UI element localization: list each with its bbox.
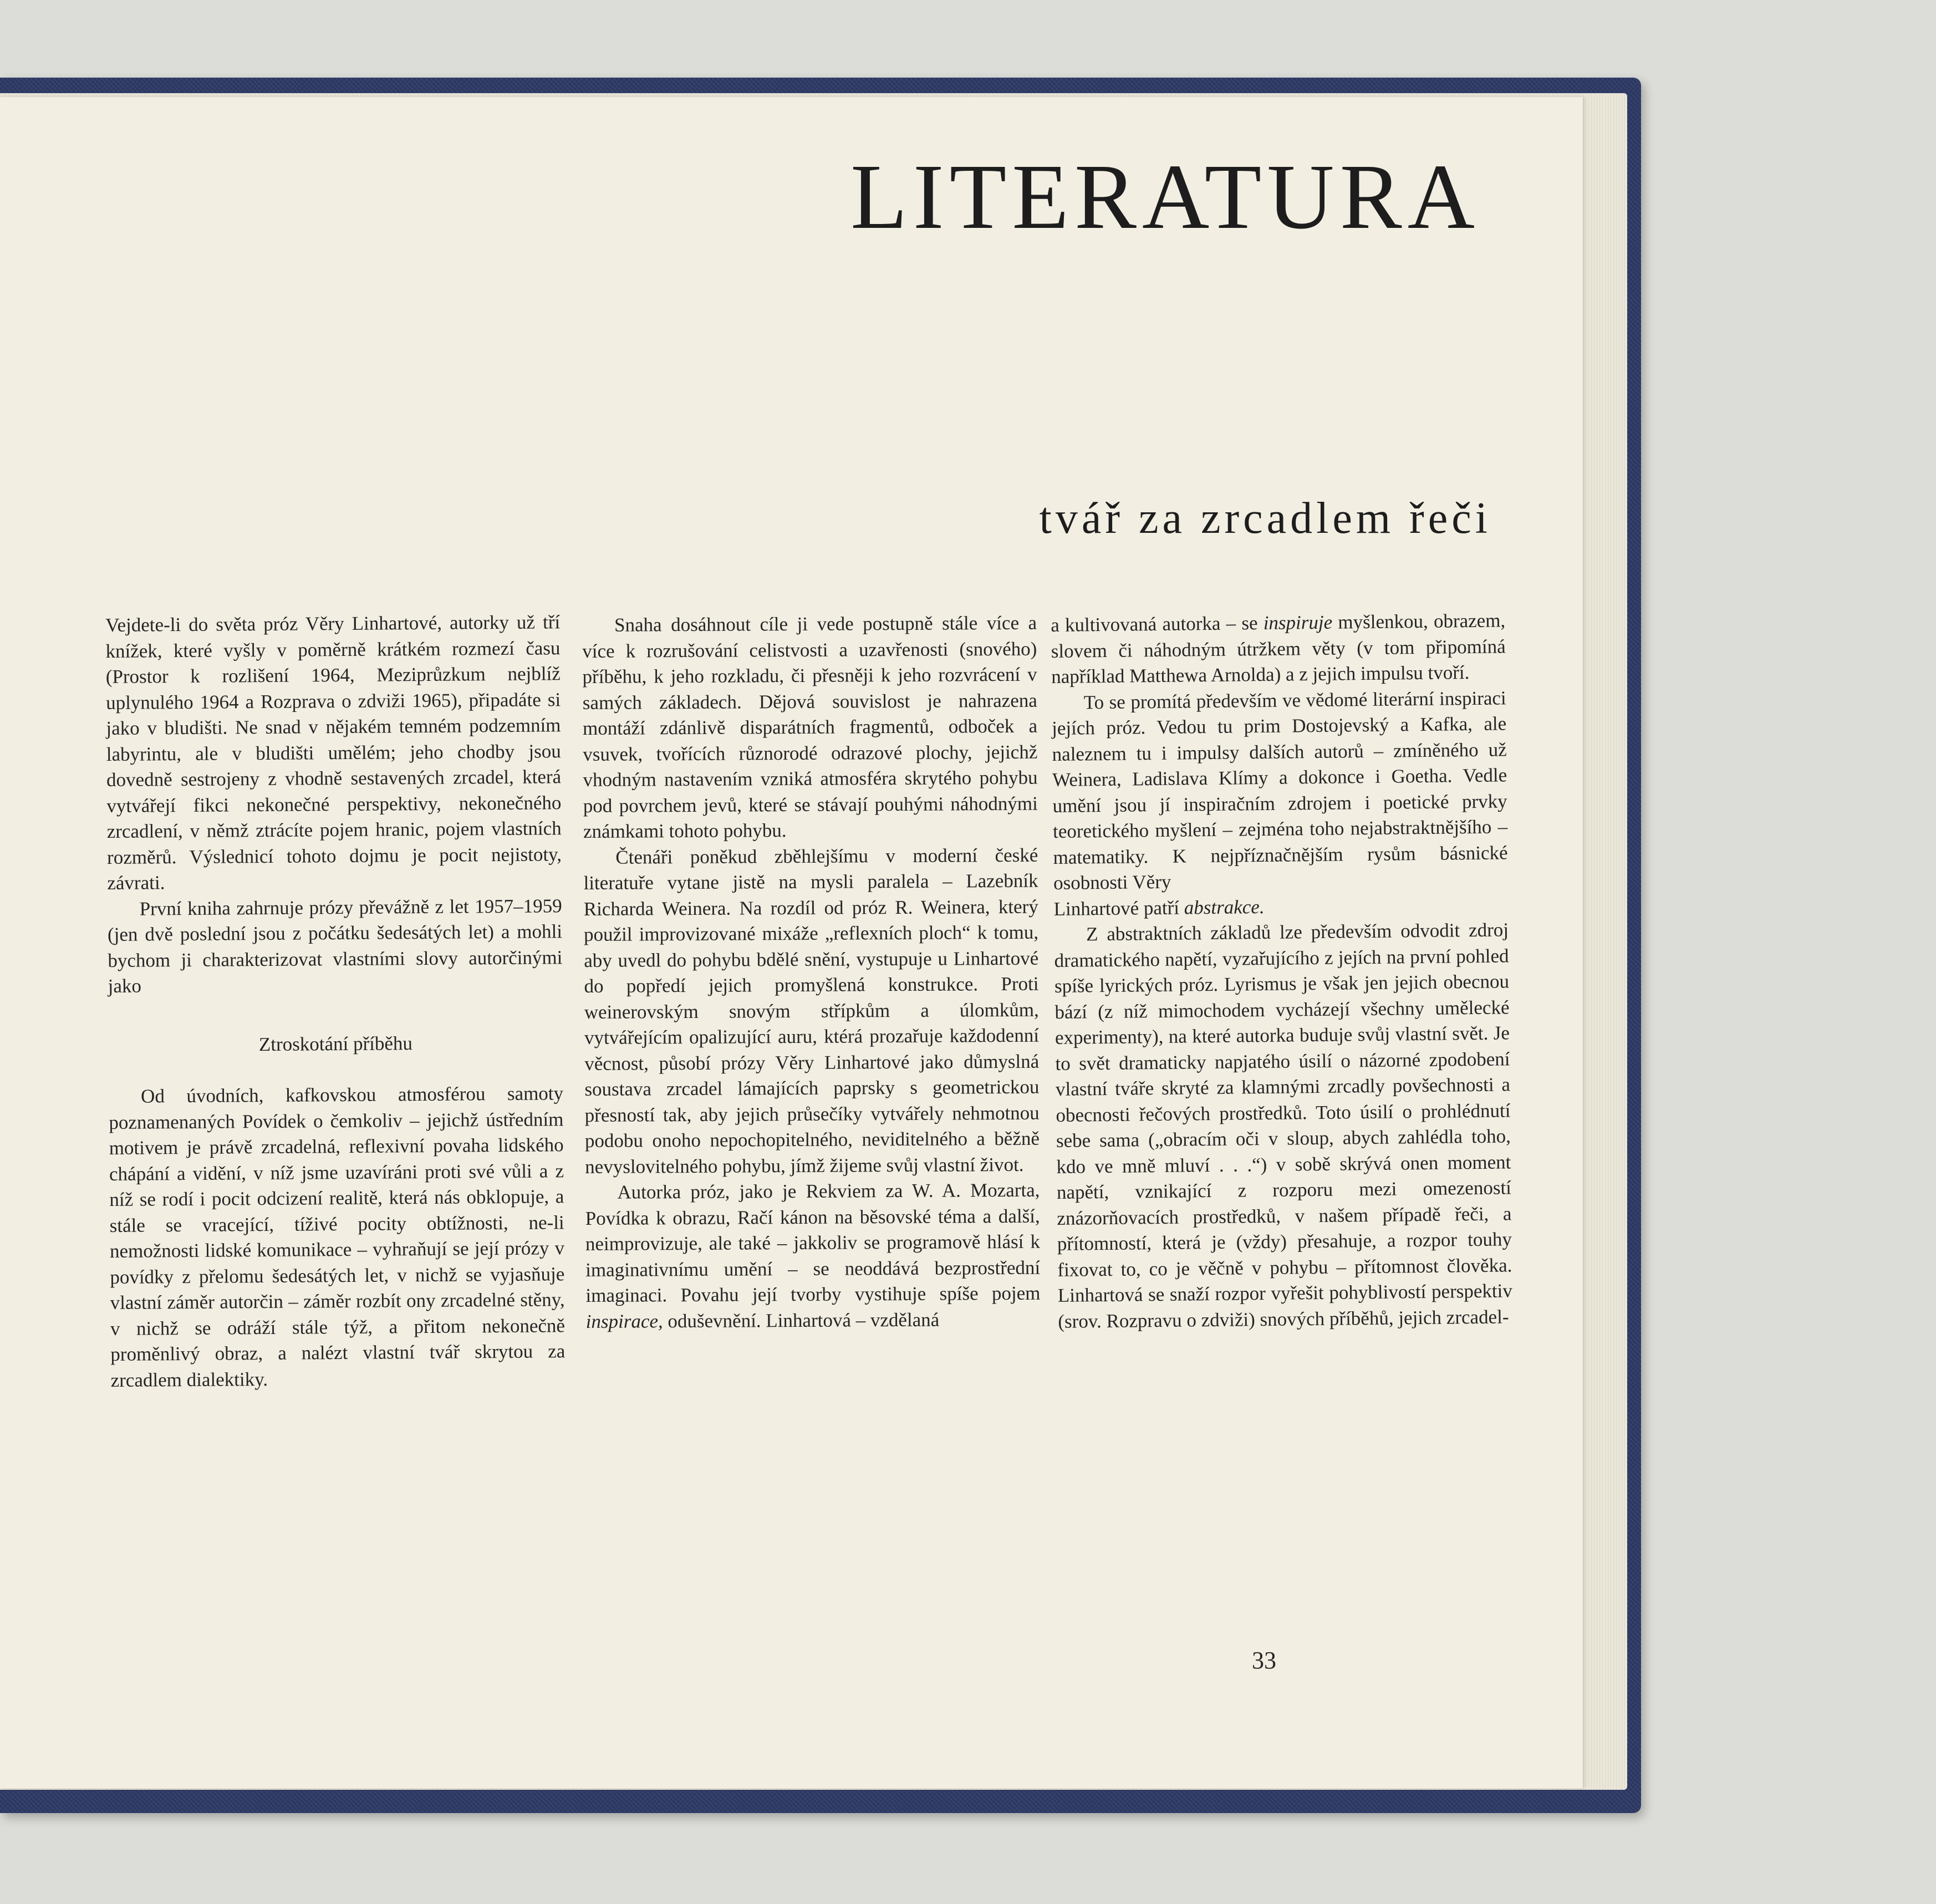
paragraph: Od úvodních, kafkovskou atmosférou samoty poznamenaných Povídek o čemkoliv – jejichž ústředním motivem je právě zrcadelná, reflexivní povaha lidského chápání a vidění, v níž jsme uzavíráni proti své vůli a z níž se rodí i pocit odcizení realitě, která nás obklopuje, a stále se vracející, tíživé pocity obtížnosti, ne-li nemožnosti lidské komunikace – vyhraňují se její prózy v povídky z přelomu šedesátých let, v nichž se vyjasňuje vlastní záměr autorčin – záměr rozbít ony zrcadelné stěny, v nichž se odráží stále týž, a přitom nekonečně proměnlivý obraz, a nalézt vlastní tvář skrytou za zrcadlem dialektiky. [109,1082,565,1391]
section-heading: Ztroskotání příběhu [258,1032,413,1055]
text-column-1 [105,609,565,1393]
paragraph: Snaha dosáhnout cíle ji vede postupně stále více a více k rozrušování celistvosti a uzavřenosti (snového) příběhu, k jeho rozkladu, či přesněji k jeho rozvrácení v samých základech. Dějová souvislost je nahrazena montáží zdánlivě disparátních fragmentů, odboček a vsuvek, tvořících různorodé odrazové plochy, jejichž vhodným nastavením vzniká atmosféra skrytého pohybu pod povrchem jevů, které se stávají pouhými náhodnými známkami tohoto pohybu. [582,612,1038,842]
emphasis: inspirace, [585,1310,663,1332]
emphasis: abstrakce. [1184,895,1265,919]
article-subtitle: tvář za zrcadlem řeči [1039,494,1491,543]
paragraph-text: a kultivovaná autorka – se [1051,612,1264,636]
paragraph-text: oduševnění. Linhartová – vzdělaná [663,1309,940,1332]
page-number: 33 [1252,1647,1276,1674]
text-column-3 [1051,608,1513,1335]
paragraph: Z abstraktních základů lze především odvodit zdroj dramatického napětí, vyzařujícího z jejích na první pohled spíše lyrických próz. Lyrismus je však jen jejich obecnou bází (z níž mimochodem vycházejí všechny umělecké experimenty), na které autorka buduje svůj vlastní svět. Je to svět dramaticky napjatého úsilí o názorné zpodobení vlastní tváře skryté za klamnými zrcadly povšechnosti a obecnosti řečových prostředků. Toto úsilí o prohlédnutí sebe sama („obracím oči v sloup, abych zahlédla toho, kdo ve mně mluví . . .“) v sobě skrývá onen moment napětí, vznikající z rozporu mezi omezeností znázorňovacích prostředků, v našem případě řeči, a přítomností, která je (vždy) přesahuje, a rozpor touhy fixovat to, co je věčně v pohybu – přítomnost člověka. Linhartová se snaží rozpor vyřešit pohyblivostí perspektiv (srov. Rozpravu o zdviži) snových příběhů, jejich zrcadel- [1054,919,1513,1332]
page-title: LITERATURA [850,145,1480,248]
paragraph-text: Linhartové patří [1053,897,1184,920]
emphasis: inspiruje [1263,611,1333,634]
paragraph: To se promítá především ve vědomé literární inspiraci jejích próz. Vedou tu prim Dostojevský a Kafka, ale naleznem tu i impulsy dalších autorů – zmíněného už Weinera, Ladislava Klímy a dokonce i Goetha. Vedle umění jsou jí inspiračním zdrojem i poetické prvky teoretického myšlení – zejména toho nejabstraktnějšího – matematiky. K nejpříznačnějším rysům básnické osobnosti Věry [1051,686,1508,894]
paragraph [585,1178,1040,1335]
paragraph [1051,608,1506,690]
paragraph-text: Autorka próz, jako je Rekviem za W. A. Mozarta, Povídka k obrazu, Račí kánon na běsovské téma a další, neimprovizuje, ale také – jakkoliv se programově hlásí k imaginativnímu umění – se neoddává bezprostřední imaginaci. Povahu její tvorby vystihuje spíše pojem [585,1179,1041,1306]
paragraph: První kniha zahrnuje prózy převážně z let 1957–1959 (jen dvě poslední jsou z počátku šedesátých let) a mohli bychom ji charakterizovat vlastními slovy autorčinými jako [107,894,563,997]
paragraph: Vejdete-li do světa próz Věry Linhartové, autorky už tří knížek, které vyšly v poměrně krátkém rozmezí času (Prostor k rozlišení 1964, Meziprůzkum nejblíž uplynulého 1964 a Rozprava o zdviži 1965), připadáte si jako v bludišti. Ne snad v nějakém temném podzemním labyrintu, ale v bludišti umělém; jeho chodby jsou dovedně sestrojeny z vhodně sestavených zrcadel, která vytvářejí fikci nekonečné perspektivy, nekonečného zrcadlení, v němž ztrácíte pojem hranic, pojem vlastních rozměrů. Výslednicí tohoto dojmu je pocit nejistoty, závrati. [105,611,562,894]
paragraph: Čtenáři poněkud zběhlejšímu v moderní české literatuře vytane jistě na mysli paralela – Lazebník Richarda Weinera. Na rozdíl od próz R. Weinera, který použil improvizované mixáže „reflexních ploch“ k tomu, aby uvedl do pohybu bdělé snění, vystupuje u Linhartové do popředí jejich promyšlená konstrukce. Proti weinerovským snovým střípkům a úlomkům, vytvářejícím opalizující auru, ktérá prozařuje každodenní věcnost, působí prózy Věry Linhartové jako důmyslná soustava zrcadel lámajících paprsky s geometrickou přesností tak, aby jejich průsečíky vytvářely nehmotnou podobu onoho nepochopitelného, neviditelného a běžně nevyslovitelného pohybu, jímž žijeme svůj vlastní život. [583,844,1040,1178]
text-column-2 [582,610,1041,1335]
paragraph-text: myšlenkou, obrazem, slovem či náhodným útržkem věty (v tom připomíná například Matthewa Arnolda) a z jejich impulsu tvoří. [1051,609,1506,688]
